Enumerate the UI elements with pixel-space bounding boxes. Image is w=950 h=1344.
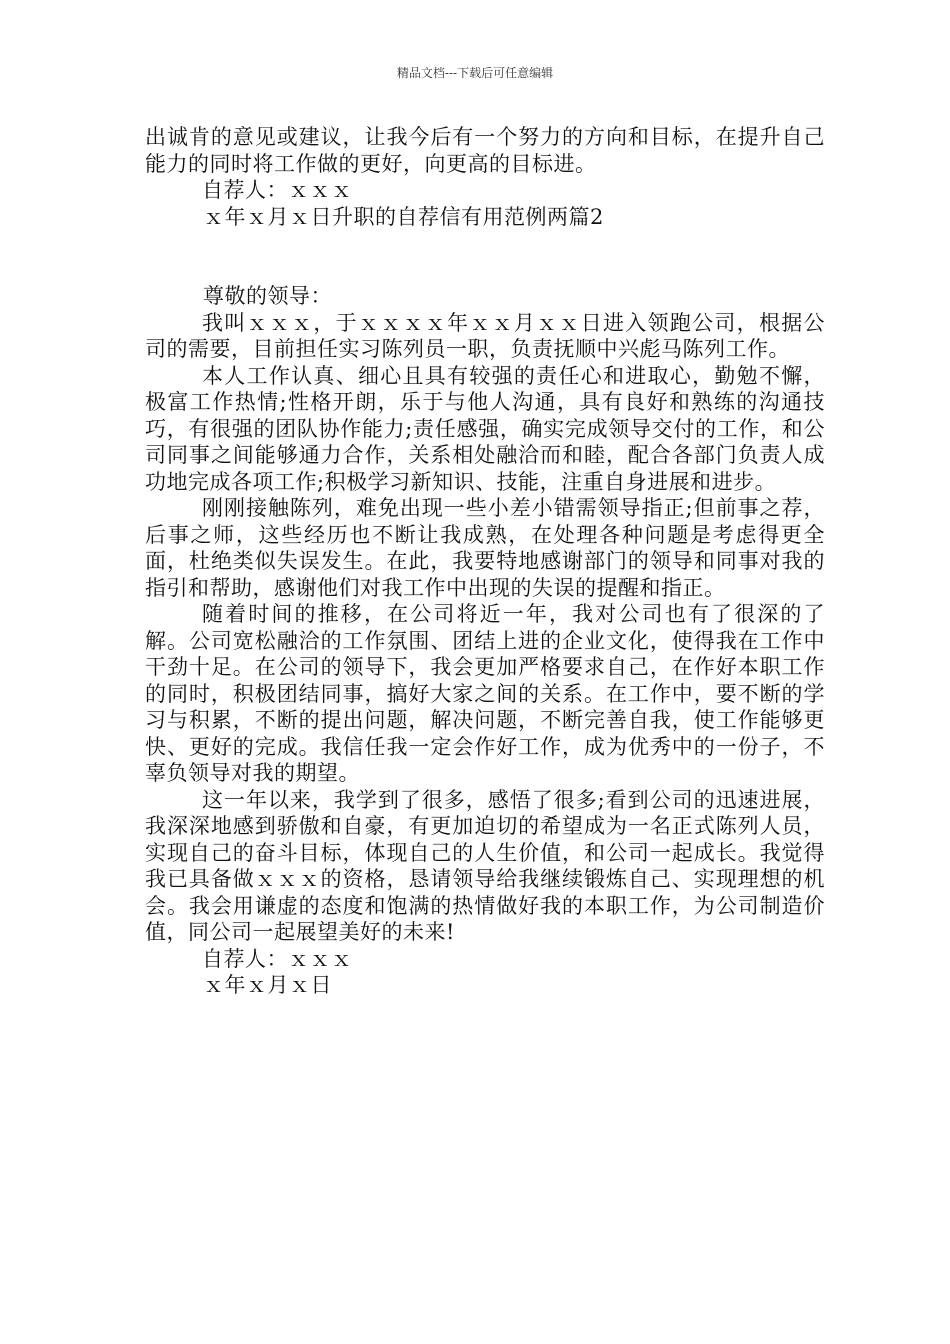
paragraph-3: 刚刚接触陈列，难免出现一些小差小错需领导指正;但前事之荐，后事之师，这些经历也不断让我成熟，在处理各种问题是考虑得更全面，杜绝类似失误发生。在此，我要特地感谢部门的领导和同事对我的指引和帮助，感谢他们对我工作中出现的失误的提醒和指正。 xyxy=(145,496,825,600)
opening-paragraph: 出诚肯的意见或建议，让我今后有一个努力的方向和目标，在提升自己能力的同时将工作做的更好，向更高的目标进。 xyxy=(145,125,825,176)
signature-line-2: 自荐人：ｘｘｘ xyxy=(202,946,353,971)
signature-line-1: 自荐人：ｘｘｘ xyxy=(202,178,353,202)
document-body xyxy=(145,124,825,999)
spacer xyxy=(145,230,825,283)
paragraph-2: 本人工作认真、细心且具有较强的责任心和进取心，勤勉不懈，极富工作热情;性格开朗，乐于与他人沟通，具有良好和熟练的沟通技巧，有很强的团队协作能力;责任感强，确实完成领导交付的工作，和公司同事之间能够通力合作，关系相处融洽而和睦，配合各部门负责人成功地完成各项工作;积极学习新知识、技能，注重自身进展和进步。 xyxy=(145,363,825,494)
date-line-2: ｘ年ｘ月ｘ日 xyxy=(203,973,332,997)
paragraph-1: 我叫ｘｘｘ，于ｘｘｘｘ年ｘｘ月ｘｘ日进入领跑公司，根据公司的需要，目前担任实习陈列员一职，负责抚顺中兴彪马陈列工作。 xyxy=(145,310,825,361)
date-title-line: ｘ年ｘ月ｘ日升职的自荐信有用范例两篇2 xyxy=(203,204,604,229)
page-header: 精品文档---下载后可任意编辑 xyxy=(396,66,554,80)
paragraph-5: 这一年以来，我学到了很多，感悟了很多;看到公司的迅速进展，我深深地感到骄傲和自豪，有更加迫切的希望成为一名正式陈列人员，实现自己的奋斗目标，体现自己的人生价值，和公司一起成长。我觉得我已具备做ｘｘｘ的资格，恳请领导给我继续锻炼自己、实现理想的机会。我会用谦虚的态度和饱满的热情做好我的本职工作，为公司制造价值，同公司一起展望美好的未来! xyxy=(145,787,825,944)
paragraph-4: 随着时间的推移，在公司将近一年，我对公司也有了很深的了解。公司宽松融洽的工作氛围、团结上进的企业文化，使得我在工作中干劲十足。在公司的领导下，我会更加严格要求自己，在作好本职工作的同时，积极团结同事，搞好大家之间的关系。在工作中，要不断的学习与积累，不断的提出问题，解决问题，不断完善自我，使工作能够更快、更好的完成。我信任我一定会作好工作，成为优秀中的一份子，不辜负领导对我的期望。 xyxy=(145,602,825,785)
salutation: 尊敬的领导： xyxy=(203,284,332,308)
